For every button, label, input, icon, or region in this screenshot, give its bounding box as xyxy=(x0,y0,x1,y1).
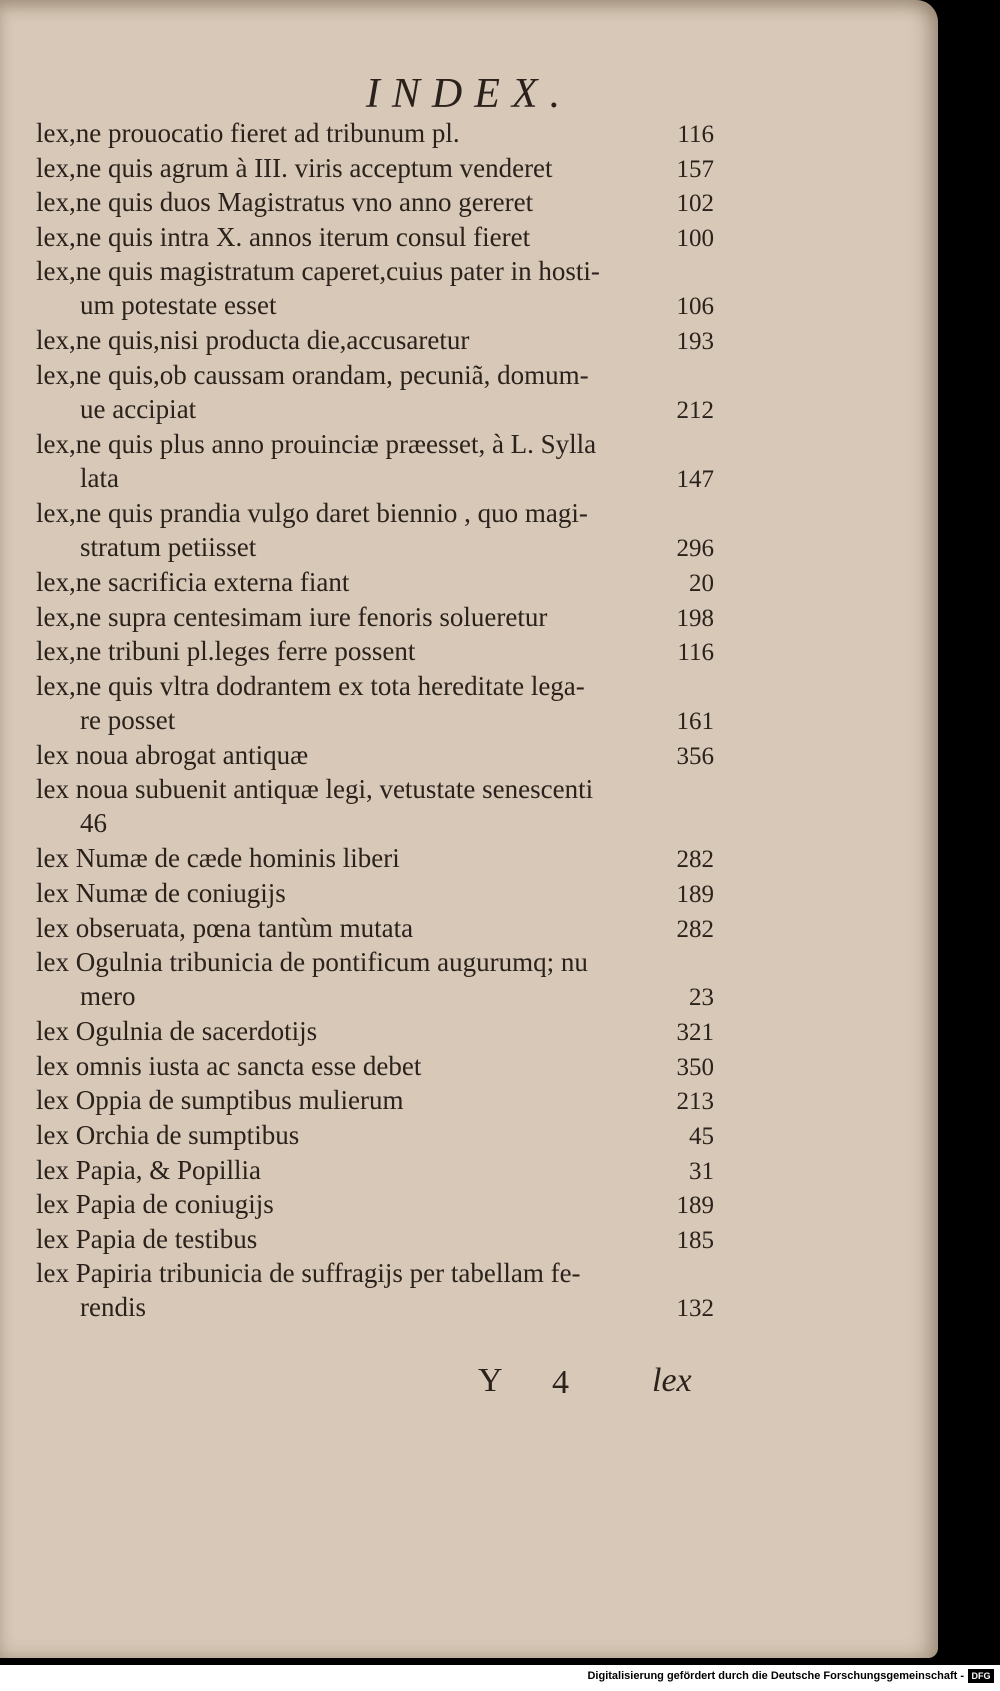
entry-text: lex Ogulnia de sacerdotijs xyxy=(36,1016,318,1047)
index-entry xyxy=(0,565,938,600)
entry-continuation: 46 xyxy=(80,808,107,839)
entry-page-number: 213 xyxy=(676,1088,714,1116)
entry-page-number: 198 xyxy=(676,604,714,632)
entry-page-number: 193 xyxy=(676,328,714,356)
entry-text: lex,ne quis vltra dodrantem ex tota hereditate lega- xyxy=(36,670,585,701)
entry-continuation: mero xyxy=(80,981,136,1012)
entry-text: lex noua abrogat antiquæ xyxy=(36,739,309,770)
entry-page-number: 321 xyxy=(676,1019,714,1047)
entry-page-number: 296 xyxy=(676,534,714,562)
catchword: lex xyxy=(652,1362,692,1399)
entry-page-number: 132 xyxy=(676,1295,714,1323)
index-entry xyxy=(0,1222,938,1257)
entry-text: lex omnis iusta ac sancta esse debet xyxy=(36,1050,422,1081)
entry-text: lex,ne tribuni pl.leges ferre possent xyxy=(36,636,416,667)
entry-text: lex,ne quis,ob caussam orandam, pecuniã, domum- xyxy=(36,359,589,390)
entry-continuation: lata xyxy=(80,462,119,493)
entry-page-number: 282 xyxy=(676,846,714,874)
entry-continuation: um potestate esset xyxy=(80,290,277,321)
entry-page-number: 189 xyxy=(676,1192,714,1220)
index-entry xyxy=(0,151,938,186)
index-entry xyxy=(0,876,938,911)
entry-page-number: 356 xyxy=(676,742,714,770)
entry-text: lex Numæ de coniugijs xyxy=(36,877,286,908)
entry-page-number: 20 xyxy=(689,569,714,597)
index-entry xyxy=(0,738,938,773)
entry-page-number: 31 xyxy=(689,1157,714,1185)
entry-page-number: 212 xyxy=(676,396,714,424)
entry-page-number: 189 xyxy=(676,880,714,908)
index-entry xyxy=(0,427,938,496)
entry-page-number: 161 xyxy=(676,707,714,735)
index-entry xyxy=(0,1049,938,1084)
entry-text: lex,ne quis agrum à III. viris acceptum venderet xyxy=(36,152,553,183)
index-entry xyxy=(0,358,938,427)
entry-page-number: 185 xyxy=(676,1226,714,1254)
index-entry xyxy=(0,634,938,669)
entry-text: lex,ne quis plus anno prouinciæ præesset, à L. Sylla xyxy=(36,428,597,459)
index-entry xyxy=(0,945,938,1014)
index-entry xyxy=(0,1083,938,1118)
entry-text: lex,ne quis intra X. annos iterum consul fieret xyxy=(36,221,531,252)
entry-page-number: 157 xyxy=(676,155,714,183)
index-entry xyxy=(0,841,938,876)
funding-bar xyxy=(0,1665,1000,1691)
index-entry xyxy=(0,220,938,255)
index-entry xyxy=(0,772,938,841)
entry-text: lex,ne quis,nisi producta die,accusaretur xyxy=(36,325,470,356)
index-entries xyxy=(0,116,938,1325)
entry-text: lex Orchia de sumptibus xyxy=(36,1119,300,1150)
index-entry xyxy=(0,496,938,565)
entry-text: lex,ne prouocatio fieret ad tribunum pl. xyxy=(36,118,460,148)
index-entry xyxy=(0,185,938,220)
entry-text: lex,ne quis prandia vulgo daret biennio , quo magi- xyxy=(36,497,588,528)
entry-text: lex Papia de testibus xyxy=(36,1223,258,1254)
index-entry xyxy=(0,254,938,323)
signature-number: 4 xyxy=(552,1364,569,1401)
index-entry xyxy=(0,1153,938,1188)
entry-text: lex noua subuenit antiquæ legi, vetustate senescenti xyxy=(36,774,594,805)
entry-text: lex,ne sacrificia externa fiant xyxy=(36,566,350,597)
entry-text: lex obseruata, pœna tantùm mutata xyxy=(36,912,414,943)
page-title: INDEX. xyxy=(365,71,573,117)
entry-page-number: 23 xyxy=(689,984,714,1012)
entry-text: lex,ne supra centesimam iure fenoris solueretur xyxy=(36,601,548,632)
entry-continuation: ue accipiat xyxy=(80,393,197,424)
page-footer xyxy=(0,1362,938,1412)
index-entry xyxy=(0,116,938,151)
entry-page-number: 282 xyxy=(676,915,714,943)
index-entry xyxy=(0,600,938,635)
index-entry xyxy=(0,1256,938,1325)
index-entry xyxy=(0,669,938,738)
entry-text: lex,ne quis magistratum caperet,cuius pater in hosti- xyxy=(36,256,600,287)
entry-text: lex Papia de coniugijs xyxy=(36,1189,274,1220)
entry-page-number: 116 xyxy=(677,639,714,667)
entry-text: lex,ne quis duos Magistratus vno anno gereret xyxy=(36,187,534,218)
index-entry xyxy=(0,1014,938,1049)
entry-page-number: 45 xyxy=(689,1122,714,1150)
index-entry xyxy=(0,911,938,946)
entry-continuation: rendis xyxy=(80,1292,146,1323)
index-entry xyxy=(0,1187,938,1222)
entry-page-number: 100 xyxy=(676,224,714,252)
signature-mark: Y xyxy=(478,1362,503,1399)
funding-text: Digitalisierung gefördert durch die Deutsche Forschungsgemeinschaft - xyxy=(587,1670,964,1682)
entry-page-number: 116 xyxy=(677,121,714,148)
entry-page-number: 102 xyxy=(676,190,714,218)
dfg-logo: DFG xyxy=(968,1669,994,1683)
entry-text: lex Oppia de sumptibus mulierum xyxy=(36,1085,404,1116)
index-entry xyxy=(0,1118,938,1153)
entry-page-number: 106 xyxy=(676,293,714,321)
entry-text: lex Papiria tribunicia de suffragijs per tabellam fe- xyxy=(36,1258,581,1289)
entry-continuation: stratum petiisset xyxy=(80,531,257,562)
entry-text: lex Papia, & Popillia xyxy=(36,1154,261,1185)
entry-text: lex Numæ de cæde hominis liberi xyxy=(36,843,400,874)
entry-page-number: 350 xyxy=(676,1053,714,1081)
index-entry xyxy=(0,323,938,358)
entry-continuation: re posset xyxy=(80,704,176,735)
entry-text: lex Ogulnia tribunicia de pontificum augurumq; nu xyxy=(36,947,588,978)
entry-page-number: 147 xyxy=(676,465,714,493)
